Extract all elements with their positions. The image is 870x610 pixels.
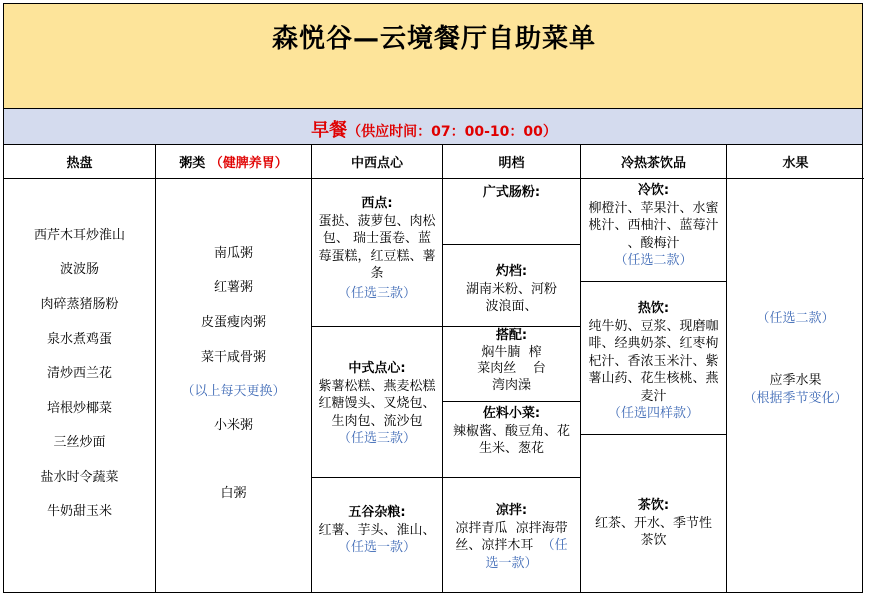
item-line: 生米、葱花	[478, 441, 544, 456]
pastry-western	[312, 195, 442, 302]
section-label: 中式点心:	[348, 361, 406, 376]
item-line: 湾肉澡	[491, 377, 531, 393]
header-congee-note: （健脾养胃）	[209, 156, 288, 171]
title-band	[3, 3, 863, 109]
congee-note: （以上每天更换）	[181, 384, 286, 399]
fruit-note: （根据季节变化）	[743, 390, 848, 406]
drinks-cold	[581, 182, 726, 270]
header-stall-label: 明档	[498, 156, 525, 171]
pick-note: （任选三款）	[337, 431, 416, 446]
item-line: 茶饮	[640, 533, 667, 548]
list-item: 波波肠	[59, 262, 99, 277]
pastry-chinese	[312, 360, 442, 448]
row-divider	[581, 434, 726, 435]
item-line: 红糖馒头、叉烧包、	[318, 396, 436, 411]
pick-note: （任选二款）	[614, 253, 693, 268]
pastry-grains	[312, 504, 442, 557]
drinks-tea	[581, 497, 726, 550]
pick-note: （任	[541, 538, 568, 553]
drinks-hot	[581, 300, 726, 423]
section-label: 广式肠粉:	[482, 185, 541, 200]
item-line: 菜肉丝 台	[477, 361, 546, 376]
pick-note: （任选二款）	[756, 311, 835, 326]
list-item: 小米粥	[213, 418, 253, 433]
list-item: 南瓜粥	[213, 246, 253, 261]
item-line: 波浪面、	[485, 299, 538, 314]
section-label: 凉拌:	[495, 503, 528, 518]
item-line: 条	[370, 266, 384, 281]
section-label: 热饮:	[637, 301, 670, 316]
header-congee-label: 粥类	[179, 156, 206, 171]
meal-band	[3, 109, 863, 145]
item-line: 薯山药、花生核桃、燕	[588, 371, 719, 386]
item-line: 辣椒酱、酸豆角、花	[452, 423, 570, 439]
item-line: 麦汁	[640, 388, 667, 404]
meal-name: 早餐	[311, 120, 348, 141]
item-line: 蛋挞、菠萝包、肉松	[318, 213, 436, 229]
section-label: 五谷杂粮:	[348, 505, 406, 520]
section-label: 搭配:	[495, 328, 528, 343]
item-line: 湖南米粉、河粉	[465, 281, 557, 297]
header-hot-label: 热盘	[66, 156, 93, 171]
fruit-item: 应季水果	[769, 373, 822, 388]
header-hot	[4, 145, 155, 179]
list-item: 皮蛋瘦肉粥	[200, 315, 266, 330]
list-item: 肉碎蒸猪肠粉	[40, 297, 119, 312]
header-congee	[156, 145, 311, 179]
list-item: 红薯粥	[213, 280, 253, 295]
row-divider	[581, 281, 726, 282]
item-line: 纯牛奶、豆浆、现磨咖	[588, 318, 719, 334]
stall-roast	[443, 263, 580, 316]
section-label: 茶饮:	[637, 498, 670, 513]
stall-cold	[443, 502, 580, 572]
list-item: 培根炒椰菜	[46, 401, 112, 416]
pick-note: （任选一款）	[337, 540, 416, 555]
pick-note: 选一款）	[485, 555, 538, 571]
section-label: 冷饮:	[637, 183, 670, 198]
item-line: 啡、经典奶茶、红枣枸	[588, 336, 719, 351]
row-divider	[443, 401, 580, 402]
list-item: 西芹木耳炒淮山	[33, 228, 125, 243]
header-fruit	[727, 145, 864, 179]
list-item: 盐水时令蔬菜	[40, 470, 119, 485]
row-divider	[312, 477, 442, 478]
list-item: 三丝炒面	[53, 435, 106, 450]
list-item: 白粥	[220, 486, 247, 501]
item-line: 生肉包、流沙包	[331, 413, 423, 429]
meal-hours: （供应时间：07：00-10：00）	[347, 124, 557, 140]
section-label: 灼档:	[495, 264, 528, 279]
header-drinks	[581, 145, 726, 179]
list-item: 牛奶甜玉米	[46, 504, 112, 519]
item-line: 包、 瑞士蛋卷、蓝	[322, 231, 432, 246]
list-item: 菜干咸骨粥	[200, 350, 266, 365]
row-divider	[443, 326, 580, 327]
row-divider	[312, 326, 442, 327]
item-line: 丝、凉拌木耳	[455, 538, 542, 553]
item-line-with-note	[443, 537, 580, 555]
item-line: 焖牛腩 榨	[481, 344, 542, 360]
item-line: 红茶、开水、季节性	[594, 515, 712, 531]
header-pastry	[312, 145, 442, 179]
section-label: 佐料小菜:	[482, 406, 541, 421]
menu-table	[3, 145, 863, 593]
header-fruit-label: 水果	[782, 156, 809, 171]
stall-toppings	[443, 328, 580, 394]
item-line: 、酸梅汁	[627, 235, 680, 251]
pick-note: （任选四样款）	[607, 406, 699, 421]
meal-heading	[4, 116, 864, 142]
stall-cheung-fun	[443, 184, 580, 202]
row-divider	[443, 244, 580, 245]
item-line: 凉拌青瓜 凉拌海带	[455, 520, 568, 536]
item-line: 杞汁、香浓玉米汁、紫	[588, 353, 719, 369]
congee-list	[156, 180, 311, 592]
list-item: 泉水煮鸡蛋	[46, 332, 112, 347]
col-divider	[726, 145, 727, 593]
header-pastry-label: 中西点心	[350, 156, 403, 171]
stall-condiments	[443, 405, 580, 458]
pick-note: （任选三款）	[337, 285, 416, 301]
section-label: 西点:	[361, 196, 393, 211]
hot-dish-list	[4, 180, 155, 592]
fruit-cell	[727, 310, 864, 328]
item-line: 红薯、芋头、淮山、	[318, 522, 436, 538]
menu-title: 森悦谷—云境餐厅自助菜单	[271, 24, 596, 54]
list-item: 清炒西兰花	[46, 366, 112, 381]
item-line: 柳橙汁、苹果汁、水蜜	[588, 200, 719, 216]
fruit-cell-items	[727, 372, 864, 407]
row-divider	[443, 477, 580, 478]
item-line: 莓蛋糕，红豆糕、薯	[318, 248, 436, 264]
header-drinks-label: 冷热茶饮品	[620, 156, 686, 171]
header-stall	[443, 145, 580, 179]
item-line: 桃汁、西柚汁、蓝莓汁	[588, 218, 719, 233]
item-line: 紫薯松糕、燕麦松糕	[318, 378, 436, 394]
